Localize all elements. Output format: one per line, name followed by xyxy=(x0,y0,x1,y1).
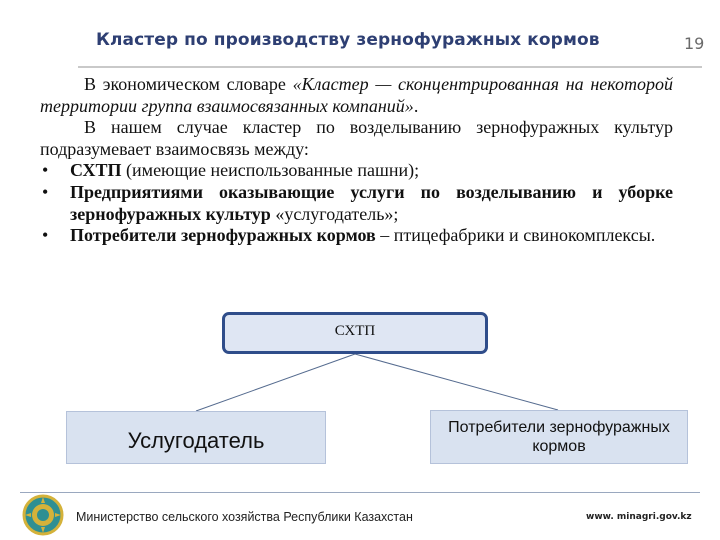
paragraph-context: В нашем случае кластер по возделыванию зернофуражных культур подразумевает взаимосвязь между: xyxy=(40,117,673,159)
bullet-bold: СХТП xyxy=(70,160,122,181)
bullet-dot-icon: • xyxy=(42,225,49,246)
node-consumers xyxy=(430,410,688,464)
footer-ministry: Министерство сельского хозяйства Республики Казахстан xyxy=(76,510,413,524)
bullet-dot-icon: • xyxy=(42,181,49,202)
page-number: 19 xyxy=(684,34,705,53)
bullet-text: «услугодатель»; xyxy=(270,203,399,224)
slide-title: Кластер по производству зернофуражных кормов xyxy=(96,30,600,50)
definition-tail: . xyxy=(413,95,419,116)
footer-divider xyxy=(20,492,700,493)
node-consumers-label: Потребители зернофуражных кормов xyxy=(448,419,670,455)
footer-website[interactable]: www. minagri.gov.kz xyxy=(586,512,692,522)
node-service-provider-label: Услугодатель xyxy=(127,427,265,453)
bullet-bold: Предприятиями оказывающие услуги по возделыванию и уборке зернофуражных культур xyxy=(70,181,673,224)
connector-left xyxy=(196,354,355,411)
node-service-provider xyxy=(66,411,326,464)
definition-quote: «Кластер — сконцентрированная на некоторой территории группа взаимосвязанных компаний» xyxy=(40,74,673,116)
kazakhstan-emblem-icon xyxy=(22,494,64,536)
connector-right xyxy=(355,354,558,410)
definition-lead: В экономическом словаре xyxy=(84,74,293,94)
bullet-text: – птицефабрики и свинокомплексы. xyxy=(375,225,656,246)
node-skhtp: СХТП xyxy=(222,312,488,354)
bullet-dot-icon: • xyxy=(42,160,49,181)
bullet-text: (имеющие неиспользованные пашни); xyxy=(121,160,420,181)
bullet-bold: Потребители зернофуражных кормов xyxy=(70,225,376,246)
